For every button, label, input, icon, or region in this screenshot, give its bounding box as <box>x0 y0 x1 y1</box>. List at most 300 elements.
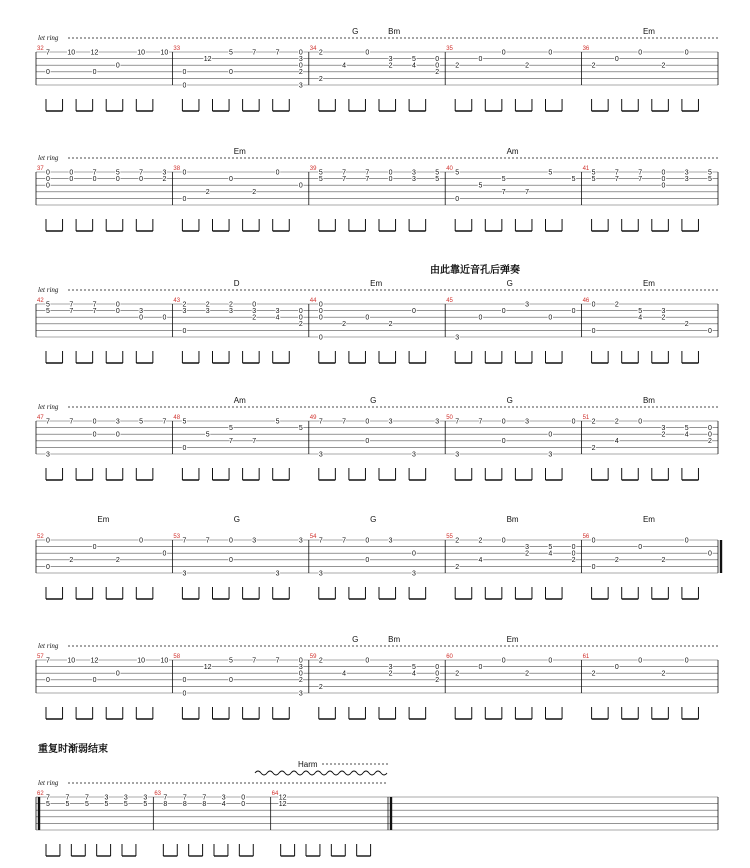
bar-number: 46 <box>582 298 590 304</box>
fret-number: 2 <box>318 683 323 691</box>
tab-bar <box>582 515 712 599</box>
fret-number: 2 <box>182 301 187 309</box>
fret-number: 12 <box>203 664 212 671</box>
fret-number: 0 <box>501 657 506 665</box>
fret-number: 3 <box>298 664 303 671</box>
fret-number: 7 <box>69 418 74 426</box>
fret-number: 0 <box>182 327 187 335</box>
fret-number: 0 <box>92 677 97 685</box>
fret-number: 3 <box>684 169 689 177</box>
tab-bar <box>445 147 575 231</box>
chord-name: G <box>370 396 377 405</box>
fret-number: 0 <box>46 537 50 545</box>
fret-number: 0 <box>501 308 506 315</box>
fret-number: 3 <box>139 308 144 315</box>
bar-number: 60 <box>446 654 453 660</box>
fret-number: 3 <box>455 451 460 459</box>
tab-system <box>36 635 718 719</box>
bar-number: 58 <box>173 654 181 660</box>
fret-number: 3 <box>275 570 280 578</box>
fret-number: 7 <box>92 301 97 309</box>
fret-number: 0 <box>571 550 576 558</box>
fret-number: 5 <box>143 801 148 808</box>
fret-number: 2 <box>614 557 619 565</box>
fret-number: 7 <box>92 169 97 177</box>
fret-number: 7 <box>92 308 97 315</box>
fret-number: 0 <box>708 550 712 558</box>
fret-number: 7 <box>46 418 50 426</box>
fret-number: 5 <box>684 425 689 432</box>
chord-name: G <box>506 279 513 288</box>
fret-number: 2 <box>388 321 393 329</box>
fret-number: 2 <box>525 62 529 70</box>
bar-number: 54 <box>309 534 317 540</box>
tab-bar <box>582 279 712 363</box>
bar-number: 49 <box>309 415 317 421</box>
tab-bar <box>445 396 575 480</box>
fret-number: 2 <box>252 189 257 197</box>
fret-number: 5 <box>298 425 303 432</box>
fret-number: 2 <box>708 438 712 446</box>
fret-number: 0 <box>614 664 619 671</box>
fret-number: 0 <box>591 563 596 571</box>
fret-number: 0 <box>684 49 689 57</box>
fret-number: 3 <box>548 451 553 459</box>
tab-bar <box>172 515 302 599</box>
tab-bar <box>309 279 426 363</box>
tab-system <box>36 396 718 480</box>
fret-number: 0 <box>548 314 553 322</box>
fret-number: 3 <box>275 308 280 315</box>
bar-number: 53 <box>173 534 181 540</box>
fret-number: 5 <box>318 169 323 177</box>
fret-number: 7 <box>342 176 347 183</box>
fret-number: 3 <box>252 537 257 545</box>
fret-number: 0 <box>275 169 280 177</box>
chord-name: Bm <box>642 396 655 405</box>
tab-systems <box>36 27 721 856</box>
fret-number: 5 <box>411 56 416 63</box>
fret-number: 0 <box>571 418 576 426</box>
fret-number: 12 <box>278 801 287 808</box>
fret-number: 3 <box>205 308 210 315</box>
fret-number: 2 <box>455 563 460 571</box>
fret-number: 12 <box>90 657 99 665</box>
fret-number: 2 <box>318 75 323 83</box>
fret-number: 4 <box>478 557 483 565</box>
let-ring-label: let ring <box>38 154 59 162</box>
let-ring-label: let ring <box>38 286 59 294</box>
fret-number: 5 <box>139 418 144 426</box>
fret-number: 7 <box>252 49 257 57</box>
fret-number: 0 <box>229 69 233 77</box>
chord-name: D <box>233 279 240 288</box>
fret-number: 3 <box>411 451 416 459</box>
tab-bar <box>36 515 166 599</box>
fret-number: 3 <box>388 664 393 671</box>
fret-number: 0 <box>318 301 323 309</box>
fret-number: 2 <box>318 49 323 57</box>
fret-number: 5 <box>478 182 483 190</box>
fret-number: 5 <box>123 801 128 808</box>
fret-number: 0 <box>365 314 370 322</box>
tab-bar <box>172 279 302 363</box>
fret-number: 10 <box>137 49 146 57</box>
fret-number: 2 <box>205 189 210 197</box>
bar-number: 33 <box>173 46 181 52</box>
bar-number: 51 <box>582 415 590 421</box>
tab-bar <box>172 396 302 480</box>
bar-number: 55 <box>446 534 453 540</box>
bar-number: 63 <box>154 791 162 797</box>
fret-number: 7 <box>478 418 483 426</box>
fret-number: 5 <box>591 169 596 177</box>
fret-number: 5 <box>638 308 643 315</box>
fret-number: 0 <box>46 176 50 183</box>
bar-number: 39 <box>309 166 317 172</box>
fret-number: 5 <box>229 657 233 665</box>
fret-number: 0 <box>229 537 233 545</box>
fret-number: 12 <box>90 49 99 57</box>
fret-number: 0 <box>435 62 440 70</box>
fret-number: 7 <box>252 438 257 446</box>
chord-name: Em <box>642 27 655 36</box>
fret-number: 0 <box>411 308 416 315</box>
fret-number: 0 <box>548 49 553 57</box>
fret-number: 5 <box>435 176 440 183</box>
fret-number: 3 <box>298 82 303 90</box>
fret-number: 4 <box>548 550 553 558</box>
chord-name: G <box>370 515 377 524</box>
fret-number: 0 <box>365 537 370 545</box>
chord-name: Em <box>506 635 519 644</box>
fret-number: 7 <box>69 308 74 315</box>
fret-number: 3 <box>162 169 167 177</box>
fret-number: 3 <box>182 308 187 315</box>
fret-number: 7 <box>139 169 144 177</box>
fret-number: 0 <box>298 49 303 57</box>
chord-name: Em <box>642 279 655 288</box>
fret-number: 0 <box>638 49 643 57</box>
fret-number: 7 <box>202 794 207 802</box>
let-ring-label: let ring <box>38 642 59 650</box>
fret-number: 0 <box>139 537 144 545</box>
fret-number: 7 <box>365 169 370 177</box>
fret-number: 7 <box>163 794 168 802</box>
fret-number: 2 <box>661 557 666 565</box>
fret-number: 0 <box>229 176 233 183</box>
fret-number: 5 <box>708 176 712 183</box>
fret-number: 4 <box>411 670 416 678</box>
fret-number: 0 <box>708 327 712 335</box>
fret-number: 2 <box>661 670 666 678</box>
fret-number: 5 <box>591 176 596 183</box>
fret-number: 0 <box>571 544 576 551</box>
fret-number: 7 <box>46 49 50 57</box>
tab-bar <box>309 515 426 599</box>
fret-number: 2 <box>298 677 303 685</box>
fret-number: 0 <box>661 182 666 190</box>
fret-number: 0 <box>365 657 370 665</box>
fret-number: 3 <box>411 169 416 177</box>
fret-number: 3 <box>298 56 303 63</box>
fret-number: 2 <box>298 321 303 329</box>
fret-number: 4 <box>221 801 226 808</box>
fret-number: 7 <box>525 189 529 197</box>
fret-number: 4 <box>342 62 347 70</box>
fret-number: 10 <box>67 657 76 665</box>
fret-number: 5 <box>182 418 187 426</box>
fret-number: 0 <box>478 664 483 671</box>
fret-number: 3 <box>252 308 257 315</box>
fret-number: 8 <box>202 801 207 808</box>
fret-number: 3 <box>388 537 393 545</box>
fret-number: 0 <box>318 308 323 315</box>
fret-number: 0 <box>182 677 187 685</box>
fret-number: 0 <box>455 195 460 203</box>
fret-number: 7 <box>455 418 460 426</box>
fret-number: 7 <box>162 418 167 426</box>
fret-number: 12 <box>203 56 212 63</box>
fret-number: 2 <box>661 431 666 439</box>
fret-number: 5 <box>708 169 712 177</box>
fret-number: 7 <box>318 537 323 545</box>
fret-number: 3 <box>411 176 416 183</box>
fret-number: 3 <box>46 451 50 459</box>
fret-number: 8 <box>163 801 168 808</box>
tab-bar <box>445 635 562 719</box>
fret-number: 0 <box>182 444 187 452</box>
fret-number: 7 <box>65 794 70 802</box>
fret-number: 0 <box>46 182 50 190</box>
fret-number: 0 <box>115 301 120 309</box>
fret-number: 0 <box>661 176 666 183</box>
fret-number: 0 <box>591 301 596 309</box>
chord-name: G <box>352 27 359 36</box>
chord-name: Bm <box>388 27 401 36</box>
fret-number: 0 <box>708 431 712 439</box>
fret-number: 7 <box>614 176 619 183</box>
bar-number: 40 <box>446 166 453 172</box>
fret-number: 5 <box>229 425 233 432</box>
fret-number: 0 <box>252 301 257 309</box>
fret-number: 3 <box>298 537 303 545</box>
fret-number: 7 <box>275 657 280 665</box>
fret-number: 0 <box>69 176 74 183</box>
fret-number: 7 <box>342 418 347 426</box>
fret-number: 3 <box>318 570 323 578</box>
bar-number: 61 <box>582 654 590 660</box>
fret-number: 4 <box>275 314 280 322</box>
fret-number: 0 <box>365 557 370 565</box>
fret-number: 0 <box>478 314 483 322</box>
fret-number: 3 <box>661 425 666 432</box>
fret-number: 10 <box>160 49 169 57</box>
bar-number: 37 <box>37 166 44 172</box>
fret-number: 0 <box>365 49 370 57</box>
fret-number: 5 <box>46 301 50 309</box>
fret-number: 0 <box>435 56 440 63</box>
fret-number: 0 <box>182 169 187 177</box>
bar-number: 59 <box>309 654 317 660</box>
bar-number: 47 <box>37 415 44 421</box>
bar-number: 35 <box>446 46 453 52</box>
fret-number: 0 <box>115 670 120 678</box>
fret-number: 0 <box>115 176 120 183</box>
fret-number: 0 <box>46 169 50 177</box>
fret-number: 10 <box>67 49 76 57</box>
fret-number: 0 <box>115 308 120 315</box>
chord-name: Am <box>506 147 519 156</box>
bar-number: 64 <box>271 791 279 797</box>
fret-number: 3 <box>525 301 529 309</box>
fret-number: 2 <box>388 670 393 678</box>
fret-number: 5 <box>229 49 233 57</box>
tab-bar <box>582 396 712 480</box>
chord-name: G <box>233 515 241 524</box>
fret-number: 0 <box>182 82 187 90</box>
chord-name: Em <box>233 147 246 156</box>
chord-name: Am <box>233 396 246 405</box>
fret-number: 5 <box>65 801 70 808</box>
fret-number: 0 <box>162 314 167 322</box>
fret-number: 2 <box>162 176 167 183</box>
fret-number: 0 <box>241 794 246 802</box>
bar-number: 44 <box>309 298 317 304</box>
fret-number: 0 <box>614 56 619 63</box>
fret-number: 0 <box>501 418 506 426</box>
fret-number: 0 <box>365 438 370 446</box>
tab-system <box>36 279 718 363</box>
fret-number: 5 <box>115 169 120 177</box>
fret-number: 3 <box>455 334 460 342</box>
bar-number: 43 <box>173 298 181 304</box>
fret-number: 0 <box>182 69 187 77</box>
tab-system <box>36 147 718 231</box>
fret-number: 4 <box>342 670 347 678</box>
fret-number: 0 <box>298 314 303 322</box>
fret-number: 0 <box>548 657 553 665</box>
fret-number: 2 <box>614 301 619 309</box>
fret-number: 0 <box>69 169 74 177</box>
fret-number: 0 <box>298 308 303 315</box>
fret-number: 0 <box>435 670 440 678</box>
fret-number: 0 <box>318 334 323 342</box>
fret-number: 0 <box>229 557 233 565</box>
fret-number: 3 <box>525 544 529 551</box>
chord-name: Bm <box>506 515 519 524</box>
fret-number: 5 <box>46 308 50 315</box>
fret-number: 0 <box>501 49 506 57</box>
fret-number: 3 <box>298 690 303 698</box>
fret-number: 2 <box>298 69 303 77</box>
fret-number: 3 <box>229 308 233 315</box>
fret-number: 0 <box>115 62 120 70</box>
fret-number: 0 <box>435 664 440 671</box>
fret-number: 0 <box>46 563 50 571</box>
fret-number: 2 <box>571 557 576 565</box>
fret-number: 7 <box>275 49 280 57</box>
fret-number: 0 <box>139 314 144 322</box>
fret-number: 7 <box>252 657 257 665</box>
fret-number: 7 <box>365 176 370 183</box>
fret-number: 7 <box>638 176 643 183</box>
fret-number: 0 <box>591 537 596 545</box>
fret-number: 5 <box>104 801 109 808</box>
fret-number: 2 <box>455 670 460 678</box>
fret-number: 4 <box>411 62 416 70</box>
fret-number: 2 <box>525 670 529 678</box>
fret-number: 10 <box>137 657 146 665</box>
fret-number: 7 <box>84 794 89 802</box>
fret-number: 7 <box>182 794 187 802</box>
fret-number: 8 <box>182 801 187 808</box>
fret-number: 0 <box>501 438 506 446</box>
let-ring-label: let ring <box>38 779 59 787</box>
chord-name: G <box>506 396 513 405</box>
fret-number: 0 <box>46 677 50 685</box>
fret-number: 2 <box>435 69 440 77</box>
fret-number: 0 <box>661 169 666 177</box>
tab-bar <box>172 147 302 231</box>
fret-number: 0 <box>684 657 689 665</box>
tab-system <box>36 764 718 856</box>
fret-number: 3 <box>661 308 666 315</box>
fret-number: 7 <box>342 169 347 177</box>
bar-number: 45 <box>446 298 453 304</box>
fret-number: 2 <box>342 321 347 329</box>
fret-number: 0 <box>92 418 97 426</box>
fret-number: 0 <box>571 308 576 315</box>
fret-number: 2 <box>661 314 666 322</box>
fret-number: 0 <box>501 537 506 545</box>
fret-number: 2 <box>478 537 483 545</box>
soundhole-instruction: 由此靠近音孔后弹奏 <box>430 265 520 276</box>
bar-number: 56 <box>582 534 590 540</box>
fret-number: 3 <box>182 570 187 578</box>
fret-number: 2 <box>591 444 596 452</box>
fret-number: 0 <box>684 537 689 545</box>
fret-number: 0 <box>298 670 303 678</box>
fret-number: 0 <box>92 431 97 439</box>
fret-number: 5 <box>548 544 553 551</box>
let-ring-label: let ring <box>38 34 59 42</box>
fret-number: 7 <box>501 189 506 197</box>
fret-number: 0 <box>298 62 303 70</box>
fret-number: 0 <box>298 182 303 190</box>
repeat-fade-instruction: 重复时渐弱结束 <box>38 744 108 755</box>
fret-number: 4 <box>684 431 689 439</box>
fret-number: 5 <box>84 801 89 808</box>
fret-number: 12 <box>278 794 287 802</box>
tab-bar <box>309 635 439 719</box>
fret-number: 2 <box>69 557 74 565</box>
fret-number: 4 <box>614 438 619 446</box>
fret-number: 5 <box>455 169 460 177</box>
bar-number: 48 <box>173 415 181 421</box>
fret-number: 7 <box>614 169 619 177</box>
let-ring-label: let ring <box>38 403 59 411</box>
fret-number: 3 <box>104 794 109 802</box>
bar-number: 42 <box>37 298 44 304</box>
fret-number: 0 <box>46 69 50 77</box>
fret-number: 0 <box>241 801 246 808</box>
fret-number: 5 <box>46 801 50 808</box>
bar-number: 62 <box>37 791 44 797</box>
fret-number: 0 <box>638 657 643 665</box>
chord-name: Em <box>97 515 110 524</box>
fret-number: 2 <box>318 657 323 665</box>
